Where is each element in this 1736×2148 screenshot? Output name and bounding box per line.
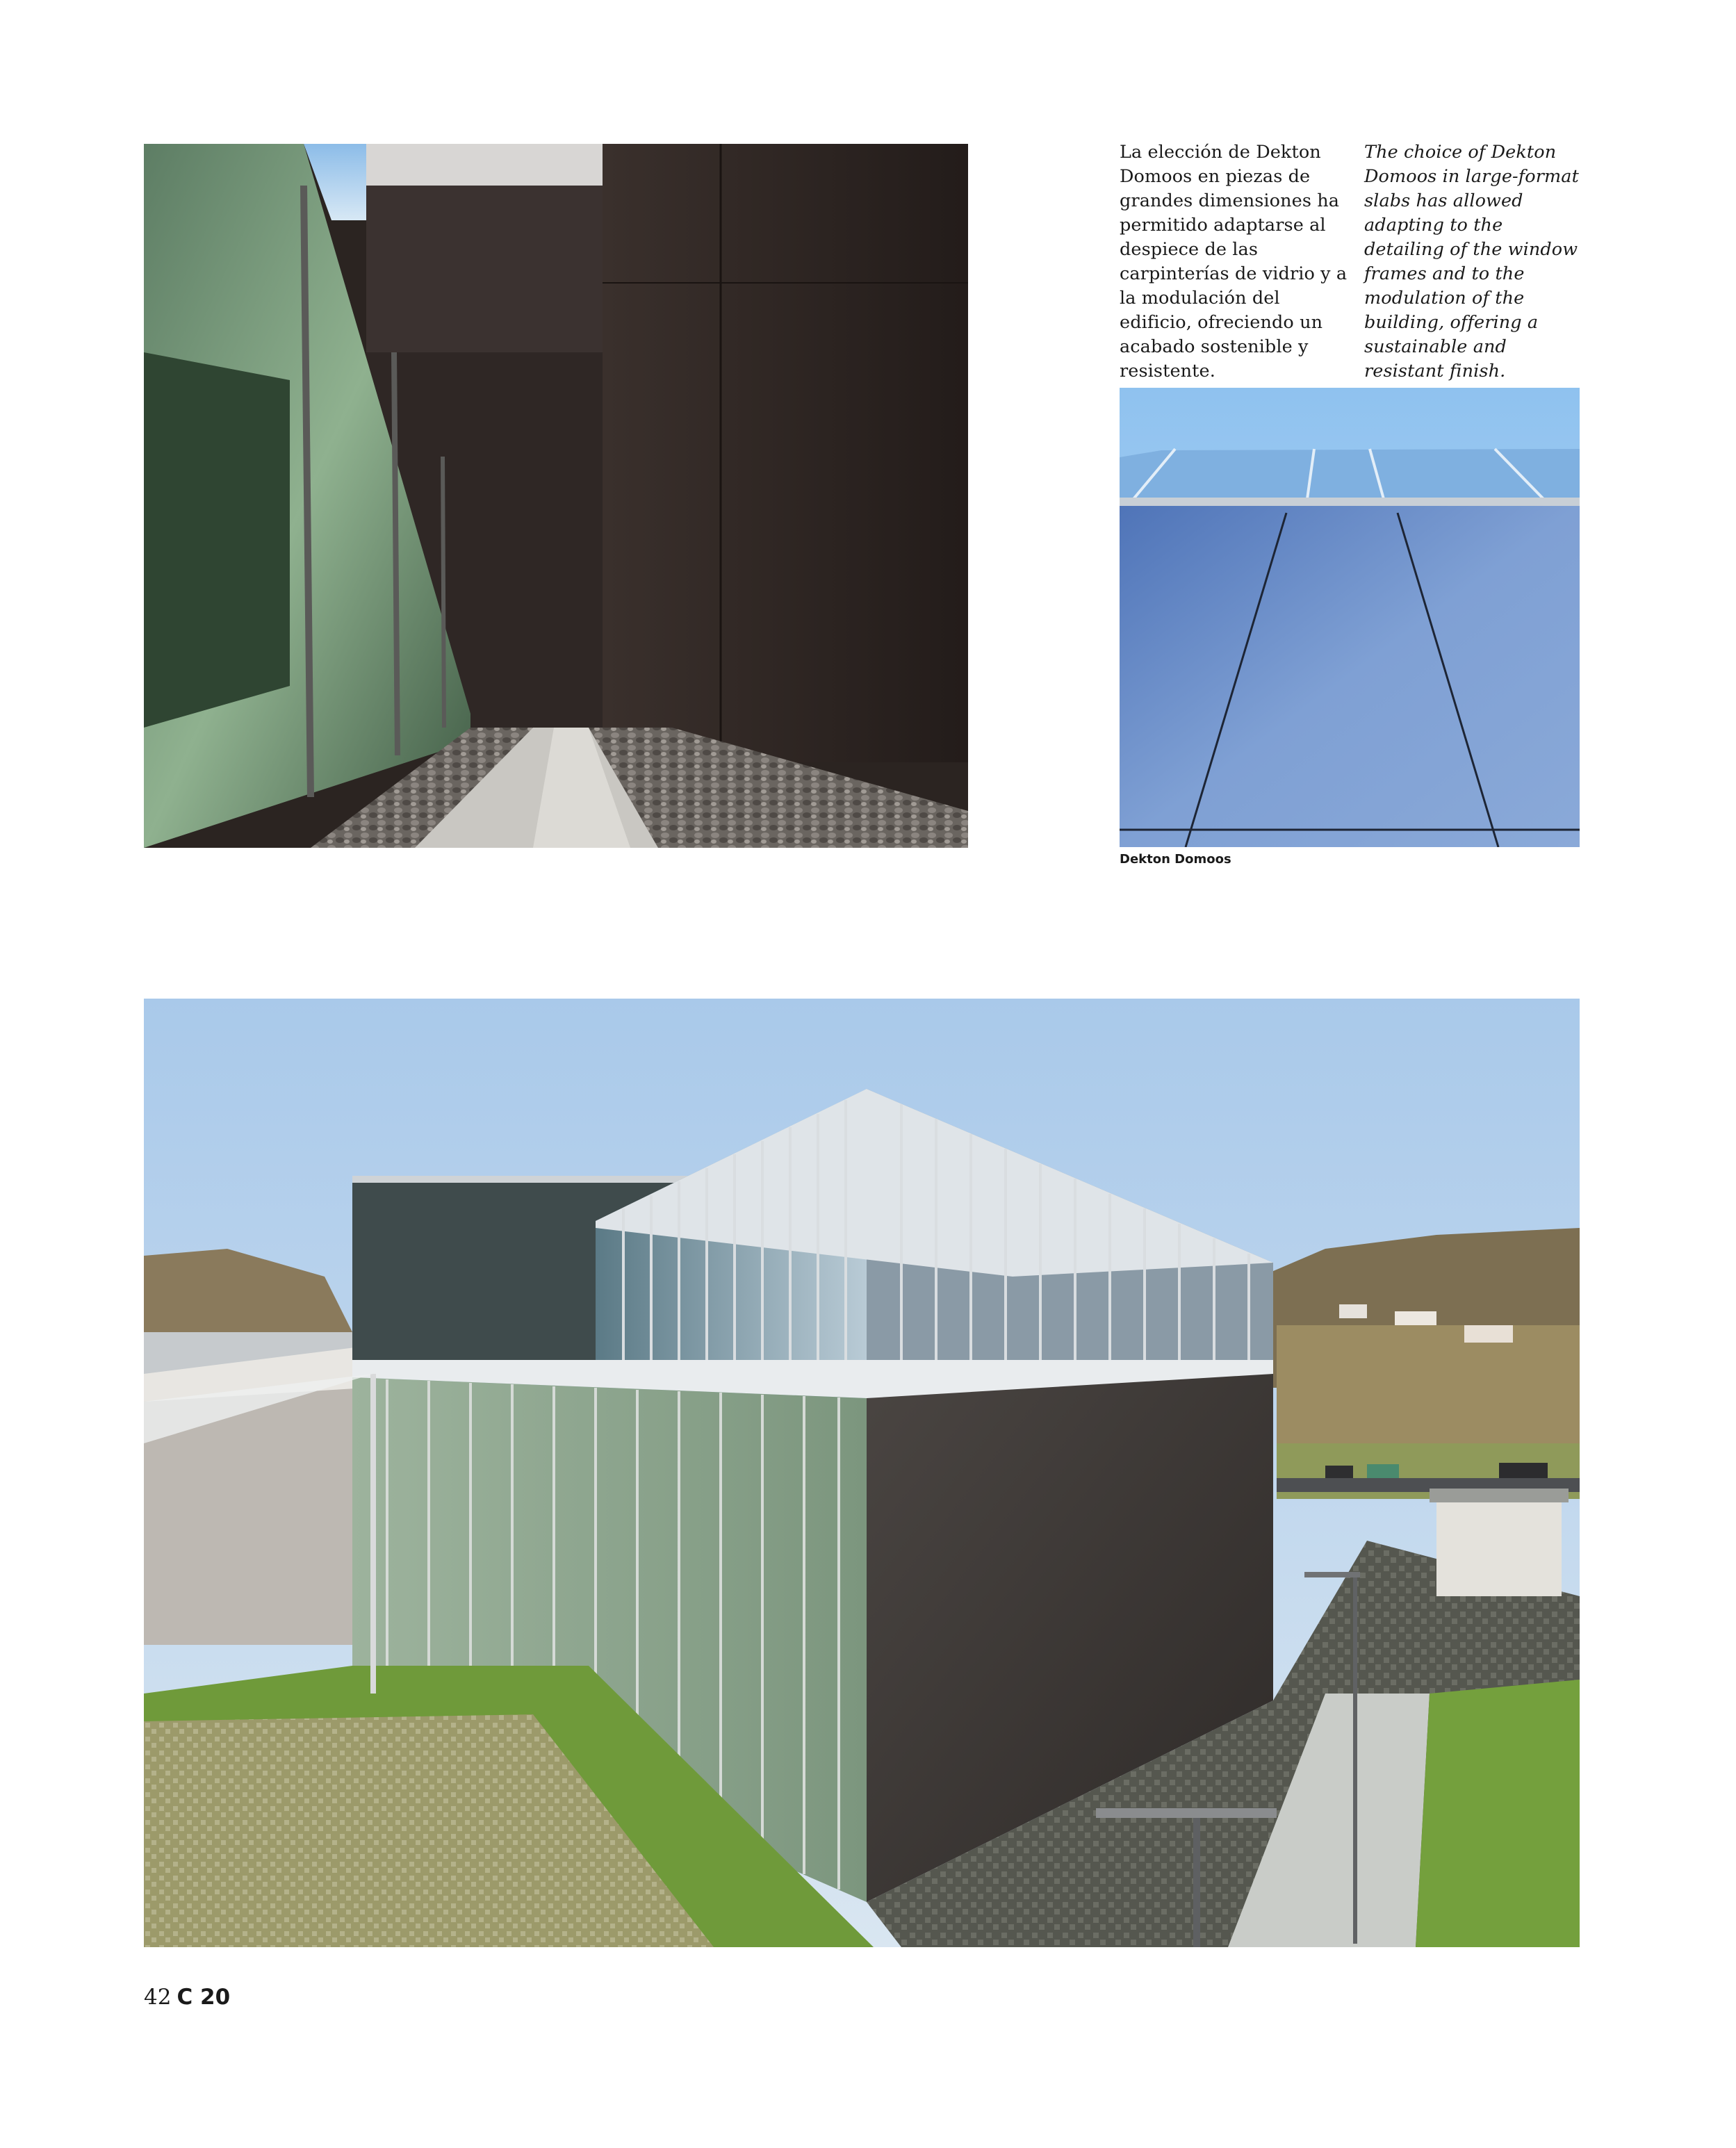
page-number: 42: [144, 1985, 172, 2010]
building-exterior-photo: [144, 999, 1580, 1947]
intro-text-spanish: La elección de Dekton Domoos en piezas de grandes dimensiones ha permitido adaptarse al despiece de las carpinterías de vidrio y a la modulación del edificio, ofreciendo un acabado sostenible y resistente.: [1120, 142, 1348, 382]
photo-caption: Dekton Domoos: [1120, 852, 1231, 867]
walkway-photo: [144, 144, 968, 848]
intro-text-english: The choice of Dekton Domoos in large-format slabs has allowed adapting to the detailing of the window frames and to the modulation of the building, offering a sustainable and resistant finish.: [1364, 142, 1579, 382]
page-folio: [144, 1985, 230, 2010]
facade-detail-photo: [1120, 388, 1580, 847]
magazine-logo: C 20: [177, 1985, 231, 2010]
